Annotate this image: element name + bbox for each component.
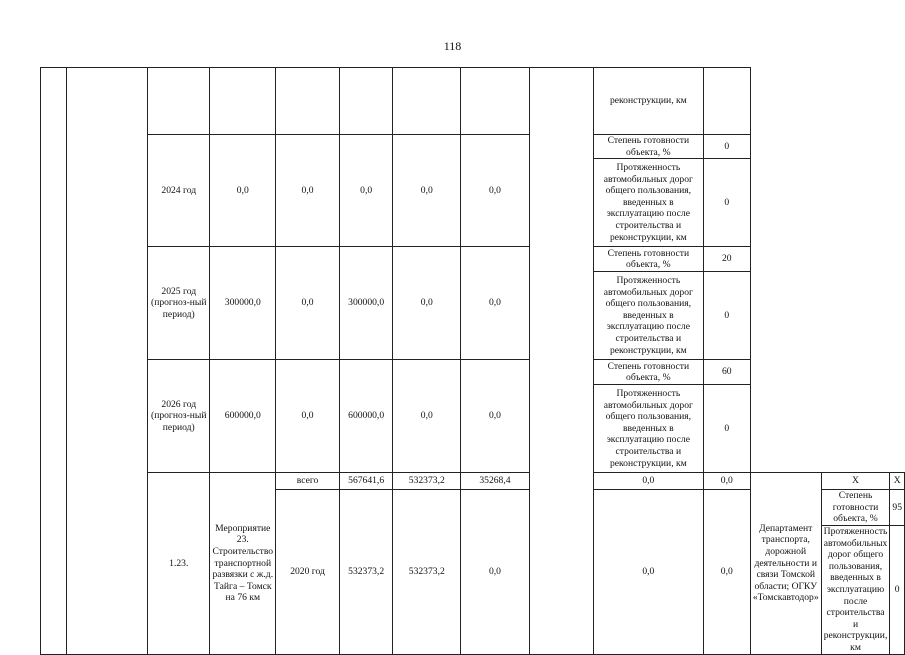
indicator-value: 0: [703, 385, 750, 473]
value-regional: 300000,0: [339, 247, 392, 360]
indicator-name: реконструкции, км: [593, 68, 703, 135]
period-cell: всего: [276, 473, 340, 490]
period-cell: 2020 год: [276, 490, 340, 654]
indicator-name: Протяженность автомобильных дорог общего пользования, введенных в эксплуатацию после строительства и реконструкции, км: [821, 525, 890, 654]
value-local: 0,0: [393, 135, 461, 247]
measure-number: 1.23.: [148, 473, 210, 654]
indicator-value: 95: [890, 490, 905, 526]
cell-number-prev: [41, 68, 67, 655]
value-total: 567641,6: [339, 473, 392, 490]
value-regional: 0,0: [461, 490, 529, 654]
indicator-value: 0: [703, 159, 750, 247]
measure-name: Мероприятие 23. Строительство транспортной развязки с ж.д. Тайга – Томск на 76 км: [210, 473, 276, 654]
indicator-value: Х: [890, 473, 905, 490]
value-regional: 35268,4: [461, 473, 529, 490]
period-cell: 2025 год (прогноз-ный период): [148, 247, 210, 360]
indicator-name: Степень готовности объекта, %: [593, 135, 703, 159]
value-local: 0,0: [593, 490, 703, 654]
indicator-name: Степень готовности объекта, %: [593, 247, 703, 272]
period-cell: 2026 год (прогноз-ный период): [148, 360, 210, 473]
measures-table: [40, 67, 905, 655]
indicator-name: Х: [821, 473, 890, 490]
value-federal: 532373,2: [393, 473, 461, 490]
table-row: [41, 247, 905, 272]
measure-executor: Департамент транспорта, дорожной деятельности и связи Томской области; ОГКУ «Томскавтодор»: [750, 473, 821, 654]
table-row: [41, 135, 905, 159]
cell-period-continued: [148, 68, 210, 135]
value-other: 0,0: [703, 473, 750, 490]
value-local: 0,0: [393, 360, 461, 473]
value-federal: 0,0: [276, 247, 340, 360]
value-other: 0,0: [461, 247, 529, 360]
cell-executor-prev: [529, 68, 593, 655]
indicator-name: Степень готовности объекта, %: [593, 360, 703, 385]
indicator-name: Протяженность автомобильных дорог общего пользования, введенных в эксплуатацию после строительства и реконструкции, км: [593, 385, 703, 473]
value-local: 0,0: [593, 473, 703, 490]
table-row: [41, 360, 905, 385]
value-local: 0,0: [393, 247, 461, 360]
indicator-value: 20: [703, 247, 750, 272]
table-row: [41, 473, 905, 490]
value-other: 0,0: [461, 135, 529, 247]
value-federal: 0,0: [276, 360, 340, 473]
cell-name-prev: [66, 68, 147, 655]
indicator-name: Протяженность автомобильных дорог общего пользования, введенных в эксплуатацию после строительства и реконструкции, км: [593, 159, 703, 247]
value-total: 0,0: [210, 135, 276, 247]
value-federal: 0,0: [276, 135, 340, 247]
value-other: 0,0: [461, 360, 529, 473]
value-regional: 600000,0: [339, 360, 392, 473]
indicator-value: 0: [890, 525, 905, 654]
indicator-value: 0: [703, 135, 750, 159]
indicator-name: Протяженность автомобильных дорог общего пользования, введенных в эксплуатацию после строительства и реконструкции, км: [593, 272, 703, 360]
value-total: 532373,2: [339, 490, 392, 654]
value-total: 600000,0: [210, 360, 276, 473]
indicator-value: 0: [703, 272, 750, 360]
value-federal: 532373,2: [393, 490, 461, 654]
table-row: [41, 68, 905, 135]
value-regional: 0,0: [339, 135, 392, 247]
value-total: 300000,0: [210, 247, 276, 360]
period-cell: 2024 год: [148, 135, 210, 247]
page-number: 118: [443, 39, 462, 53]
indicator-name: Степень готовности объекта, %: [821, 490, 890, 526]
value-other: 0,0: [703, 490, 750, 654]
indicator-value: 60: [703, 360, 750, 385]
